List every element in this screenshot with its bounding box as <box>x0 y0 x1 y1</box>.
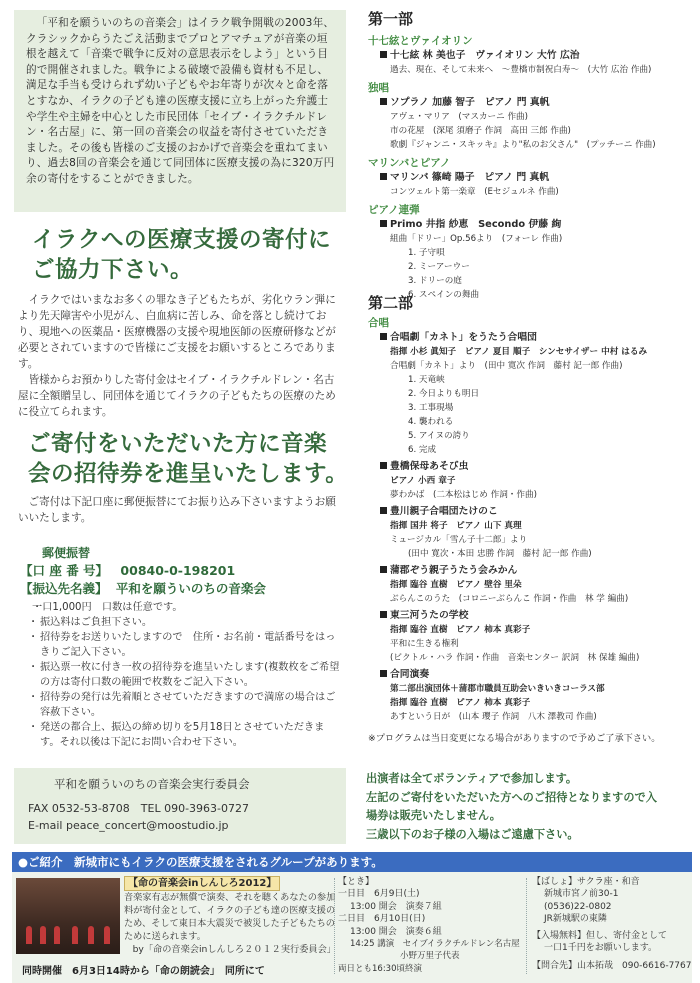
work-line: 夢わかば (二本松はじめ 作詞・作曲) <box>390 490 537 500</box>
postal-notes <box>28 600 340 750</box>
performer-figure <box>54 926 60 944</box>
event-organizer: by「命の音楽会inしんしろ２０１２実行委員会」 <box>132 944 336 955</box>
list-item: 3. 工事現場 <box>408 403 454 413</box>
group-name-text: 豊川親子合唱団たけのこ <box>390 506 498 517</box>
appeal-paragraph-2: 皆様からお預かりした寄付金はセイブ・イラクチルドレン・名古屋に全額贈呈し、同団体を通じてイラクの子どもたちの医療のために役立てられます。 <box>18 374 336 418</box>
work-line: 歌劇『ジャンニ・スキッキ』より"私のお父さん" (プッチーニ 作曲) <box>390 140 656 150</box>
list-item: ・ 招待券をお送りいたしますので 住所・お名前・電話番号をはっきりご記入下さい。 <box>28 630 340 660</box>
account-number: 00840-0-198201 <box>120 563 236 578</box>
work-line: 過去、現在、そして未来へ ～豊橋市制祝白寿～ (大竹 広治 作曲) <box>390 65 652 75</box>
performer-line <box>368 96 688 110</box>
event-venue <box>532 876 692 973</box>
list-item: 4. 襲われる <box>408 417 454 427</box>
notice-block <box>366 770 686 844</box>
group-name-text: 東三河うたの学校 <box>390 610 469 621</box>
work-credit: (田中 寛次・本田 忠勝 作詞 藤村 記一郎 作曲) <box>408 549 592 559</box>
event-info <box>124 876 336 956</box>
group-name <box>368 331 688 345</box>
contact-email[interactable]: E-mail peace_concert@moostudio.jp <box>28 819 229 832</box>
list-item: 5. アイヌの誇り <box>408 431 470 441</box>
list-item: 2. ミーアーウー <box>408 262 470 272</box>
same-day-event: 同時開催 6月3日14時から「命の朗読会」 同所にて <box>22 966 265 977</box>
program-part2 <box>368 296 688 746</box>
venue-address: 新城市宮ノ前30-1 <box>544 889 619 900</box>
category-chorus: 合唱 <box>368 317 389 329</box>
introduction-section <box>12 852 692 983</box>
schedule-day1-time: 13:00 開会 演奏７組 <box>350 901 442 912</box>
square-bullet-icon <box>380 611 387 618</box>
list-item: 6. スペインの舞曲 <box>408 290 480 300</box>
square-bullet-icon <box>380 566 387 573</box>
intro-text: 「平和を願ういのちの音楽会」はイラク戦争開戦の2003年、クラシックからうたごえ活動までプロとアマチュアが音楽の垣根を越えて「音楽で戦争に反対の意思表示をしよう」という目的で開催されました。戦争による破壊で設備も資材も不足し、満足な手当も受けられず幼い子どもやお年寄りが次々と命を落とすなか、イラクの子ども達の医療支援に立ち上がった弁護士や学生や主婦を中心とした市民団体「セイブ・イラクチルドレン・名古屋」に、第一回の音楽会の収益を寄付させていただきました。その後も皆様のご支援のおかげで音楽会を重ねてまいり、過去8回の音楽会を通じて同団体に医療支援の為に320万円余の寄付をすることができました。 <box>26 17 335 185</box>
account-row <box>20 562 340 580</box>
list-item: ・ 一口1,000円 口数は任意です。 <box>32 600 340 615</box>
list-item: ・ 振込料はご負担下さい。 <box>28 615 340 630</box>
performer-line: ピアノ 小西 章子 <box>390 476 456 486</box>
category-solo: 独唱 <box>368 82 389 94</box>
invite-heading <box>28 428 352 490</box>
performer-line: 指揮 国井 将子 ピアノ 山下 真理 <box>390 521 522 531</box>
square-bullet-icon <box>380 173 387 180</box>
performer-figure <box>88 926 94 944</box>
performer-line: 指揮 臨谷 直樹 ピアノ 柿本 真彩子 <box>390 625 531 635</box>
notice-line: 出演者は全てボランティアで参加します。 <box>366 772 578 785</box>
group-name-text: 合唱劇「カネト」をうたう合唱団 <box>390 332 537 343</box>
work-line: 組曲「ドリー」Op.56より (フォーレ 作曲) <box>390 234 563 244</box>
schedule-day1: 一日目 6月9日(土) <box>338 889 420 900</box>
performer-line <box>368 49 688 63</box>
performer-line <box>368 171 688 185</box>
performer-figure <box>26 926 32 944</box>
list-item: 3. ドリーの庭 <box>408 276 462 286</box>
group-name-text: 合同演奏 <box>390 669 430 680</box>
square-bullet-icon <box>380 98 387 105</box>
list-item: 2. 今日よりも明日 <box>408 389 480 399</box>
work-line: アヴェ・マリア (マスカーニ 作曲) <box>390 112 529 122</box>
schedule-end: 両日とも16:30頃終演 <box>338 963 422 974</box>
appeal-body <box>18 292 344 420</box>
schedule-lecturer: 小野万里子代表 <box>400 951 460 962</box>
divider <box>526 878 527 974</box>
category-marimba: マリンバとピアノ <box>368 157 451 169</box>
performer-text: Primo 井指 紗恵 Secondo 伊藤 絢 <box>390 219 562 230</box>
notice-line: 左記のご寄付をいただいた方へのご招待となりますので入 <box>366 790 657 804</box>
contact-phone: FAX 0532-53-8708 TEL 090-3963-0727 <box>28 802 250 815</box>
program-part1 <box>368 12 688 302</box>
venue-access: JR新城駅の東隣 <box>544 914 607 925</box>
event-description: 音楽家有志が無償で演奏、それを聴くあなたの参加料が寄付金として、イラクの子ども達の医療支援のため、そして東日本大震災で被災した子どもたちのために送られます。 <box>124 892 336 942</box>
performer-text: 十七絃 林 美也子 ヴァイオリン 大竹 広治 <box>390 50 580 61</box>
appeal-heading <box>32 224 352 286</box>
work-line: コンツェルト第一楽章 (Eセジュルネ 作曲) <box>390 187 559 197</box>
category-strings: 十七絃とヴァイオリン <box>368 35 473 47</box>
group-name <box>368 460 688 474</box>
program-note: ※プログラムは当日変更になる場合がありますので予めご了承下さい。 <box>368 733 661 744</box>
schedule-lecture: 14:25 講演 セイブイラクチルドレン名古屋 <box>350 939 520 950</box>
group-name <box>368 564 688 578</box>
performer-text: マリンバ 篠崎 陽子 ピアノ 門 真帆 <box>390 172 550 183</box>
inquiry-contact: 【問合先】山本拓哉 090-6616-7767 <box>532 961 692 972</box>
transfer-instruction-text: ご寄付は下記口座に郵便振替にてお振り込み下さいますようお願いいたします。 <box>18 496 336 524</box>
invite-heading-line1: ご寄付をいただいた方に音楽 <box>28 431 328 457</box>
work-line: 合唱劇「カネト」より (田中 寛次 作詞 藤村 記一郎 作曲) <box>390 361 623 371</box>
appeal-paragraph-1: イラクではいまなお多くの罪なき子どもたちが、劣化ウラン弾により先天障害や小児がん、白血病に苦しみ、命を落とし続けており、現地への医薬品・医療機器の支援や現地医師の医療研修などが必要とされていますので皆様にご支援をお願いするところであります。 <box>18 294 336 370</box>
square-bullet-icon <box>380 220 387 227</box>
transfer-instruction <box>18 494 344 526</box>
account-label: 【口 座 番 号】 <box>20 563 109 578</box>
notice-line: 場券は販売いたしません。 <box>366 809 501 822</box>
admission-info-2: 一口1千円をお願いします。 <box>544 943 658 954</box>
postal-transfer-block <box>20 544 340 750</box>
venue-label: 【ばしょ】サクラ座・和音 <box>532 877 640 887</box>
group-subtitle: 第二部出演団体＋蒲郡市職員互助会いきいきコーラス部 <box>390 684 605 694</box>
list-item: ・ 招待券の発行は先着順とさせていただきますので満席の場合はご容赦下さい。 <box>28 690 340 720</box>
work-credit: (ビクトル・ハラ 作詞・作曲 音楽センター 訳詞 林 保雄 編曲) <box>390 653 640 663</box>
performer-line: 指揮 臨谷 直樹 ピアノ 壁谷 里朵 <box>390 580 522 590</box>
performer-line: 指揮 小杉 眞知子 ピアノ 夏目 順子 シンセサイザー 中村 はるみ <box>390 347 648 357</box>
schedule-label: 【とき】 <box>338 877 375 887</box>
performer-figure <box>72 926 78 944</box>
notice-line: 三歳以下のお子様の入場はご遠慮下さい。 <box>366 827 579 841</box>
group-name-text: 蒲郡ぞう親子うたう会みかん <box>390 565 518 576</box>
payee-name: 平和を願ういのちの音楽会 <box>115 581 266 596</box>
square-bullet-icon <box>380 507 387 514</box>
performer-line: 指揮 臨谷 直樹 ピアノ 柿本 真彩子 <box>390 698 531 708</box>
work-line: ミュージカル「雪ん子十二郎」より <box>390 535 528 545</box>
appeal-heading-line2: ご協力下さい。 <box>32 257 194 283</box>
event-schedule <box>338 876 523 975</box>
postal-title: 郵便振替 <box>42 546 91 560</box>
intro-panel <box>14 10 346 212</box>
group-name <box>368 668 688 682</box>
square-bullet-icon <box>380 51 387 58</box>
contact-org: 平和を願ういのちの音楽会実行委員会 <box>54 777 250 791</box>
group-name-text: 豊橋保母あそび虫 <box>390 461 469 472</box>
venue-phone: (0536)22-0802 <box>544 901 612 912</box>
invite-heading-line2: 会の招待券を進呈いたします。 <box>28 461 349 487</box>
work-line: 市の花屋 (深尾 須磨子 作詞 高田 三郎 作曲) <box>390 126 571 136</box>
work-line: ぶらんこのうた (コロニーぶらんこ 作詞・作曲 林 学 編曲) <box>390 594 629 604</box>
payee-label: 【振込先名義】 <box>20 581 108 596</box>
divider <box>334 878 335 974</box>
part1-title: 第一部 <box>368 10 414 28</box>
list-item: 1. 天竜峡 <box>408 375 445 385</box>
group-name <box>368 609 688 623</box>
square-bullet-icon <box>380 462 387 469</box>
group-name <box>368 505 688 519</box>
event-title: 【命の音楽会inしんしろ2012】 <box>124 876 280 891</box>
performer-text: ソプラノ 加藤 智子 ピアノ 門 真帆 <box>390 97 550 108</box>
schedule-day2-time: 13:00 開会 演奏６組 <box>350 926 442 937</box>
contact-panel <box>14 768 346 844</box>
performer-line <box>368 218 688 232</box>
introduction-bar: ●ご紹介 新城市にもイラクの医療支援をされるグループがあります。 <box>12 852 692 872</box>
work-line: 平和に生きる権利 <box>390 639 459 649</box>
schedule-day2: 二日目 6月10日(日) <box>338 914 426 925</box>
list-item: ・ 振込票一枚に付き一枚の招待券を進呈いたします(複数枚をご希望の方は寄付口数の範囲で枚数をご記入下さい。 <box>28 660 340 690</box>
square-bullet-icon <box>380 670 387 677</box>
concert-photo <box>16 878 120 954</box>
payee-row <box>20 580 340 598</box>
part2-title: 第二部 <box>368 294 414 312</box>
work-line: あすという日が (山本 瓔子 作詞 八木 澤教司 作曲) <box>390 712 597 722</box>
category-piano-duet: ピアノ連弾 <box>368 204 420 216</box>
performer-figure <box>40 926 46 944</box>
square-bullet-icon <box>380 333 387 340</box>
list-item: 1. 子守唄 <box>408 248 445 258</box>
appeal-heading-line1: イラクへの医療支援の寄付に <box>32 227 332 253</box>
list-item: ・ 発送の都合上、振込の締め切りを5月18日とさせていただきます。それ以後は下記にお問い合わせ下さい。 <box>28 720 340 750</box>
admission-info: 【入場無料】但し、寄付金として <box>532 930 668 941</box>
list-item: 6. 完成 <box>408 445 437 455</box>
performer-figure <box>104 926 110 944</box>
